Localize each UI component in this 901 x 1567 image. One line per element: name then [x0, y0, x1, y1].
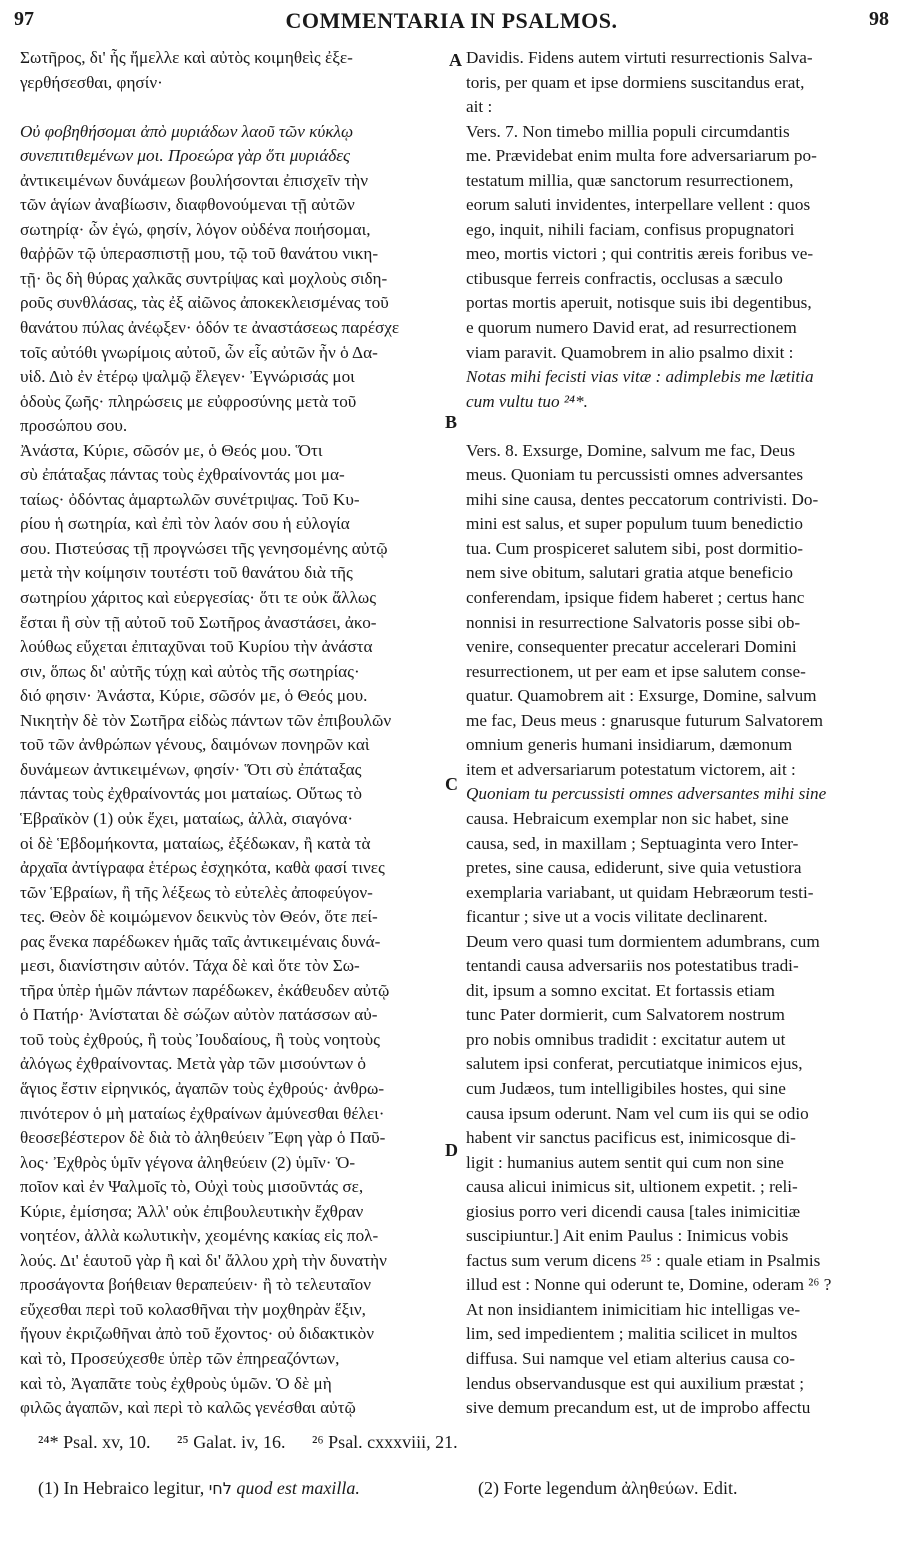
greek-text-line: διό φησιν· Ἀνάστα, Κύριε, σῶσόν με, ὁ Θεός μου. — [20, 686, 368, 706]
greek-text-line: Οὐ φοβηθήσομαι ἀπὸ μυριάδων λαοῦ τῶν κύκλῳ — [20, 121, 354, 141]
page-number-left: 97 — [14, 8, 34, 30]
greek-text-line: ἤγουν ἐκριζωθῆναι ἀπὸ τοῦ ἔχοντος· οὐ διδακτικὸν — [20, 1324, 375, 1344]
latin-text-line: cum vultu tuo ²⁴*. — [466, 391, 588, 411]
page-number-right: 98 — [869, 8, 889, 30]
latin-text-line: me fac, Deus meus : gnarusque futurum Salvatorem — [466, 710, 824, 730]
greek-text-line: θανάτου πύλας ἀνέῳξεν· ὁδόν τε ἀναστάσεως παρέσχε — [20, 318, 400, 338]
latin-text-line: viam paravit. Quamobrem in alio psalmo dixit : — [466, 342, 794, 362]
greek-text-line: καὶ τὸ, Προσεύχεσθε ὑπὲρ τῶν ἐπηρεαζόντων, — [20, 1348, 340, 1368]
greek-text-line: μεσι, διανίστησιν αὐτόν. Τάχα δὲ καὶ ὅτε τὸν Σω- — [20, 956, 360, 976]
greek-text-line: θαῤῥῶν τῷ ὑπερασπιστῇ μου, τῷ τοῦ θανάτου νικη- — [20, 244, 379, 264]
latin-text-line: causa. Hebraicum exemplar non sic habet, sine — [466, 808, 789, 828]
greek-text-line: υἱδ. Διὸ ἐν ἑτέρῳ ψαλμῷ ἔλεγεν· Ἐγνώρισάς μοι — [20, 367, 355, 387]
greek-text-line: ἅγιος ἔστιν εἰρηνικός, ἀγαπῶν τοὺς ἐχθρούς· ἀνθρω- — [20, 1078, 385, 1098]
greek-text-line: καὶ τὸ, Ἀγαπᾶτε τοὺς ἐχθροὺς ὑμῶν. Ὁ δὲ μὴ — [20, 1373, 332, 1393]
greek-text-line: ἀλόγως ἐχθραίνοντας. Μετὰ γὰρ τῶν μισούντων ὁ — [20, 1054, 367, 1074]
latin-text-line: eorum saluti invidentes, interpellare vellent : quos — [466, 195, 811, 215]
greek-text-line: ταίως· ὀδόντας ἁμαρτωλῶν συνέτριψας. Τοῦ Κυ- — [20, 489, 360, 509]
greek-text-line: λούς. Δι' ἑαυτοῦ γὰρ ἢ καὶ δι' ἄλλου χρὴ τὴν δυνατὴν — [20, 1250, 387, 1270]
scripture-references — [38, 1432, 480, 1453]
greek-text-line: τες. Θεὸν δὲ κοιμώμενον δεικνὺς τὸν Θεόν, ὅτε πεί- — [20, 907, 378, 927]
greek-text-line: σωτηρίᾳ· ὧν ἐγώ, φησίν, λόγον οὐδένα ποιήσομαι, — [20, 219, 371, 239]
greek-text-line: σου. Πιστεύσας τῇ προγνώσει τῆς γενησομένης αὐτῷ — [20, 538, 388, 558]
scripture-reference: ²⁴* Psal. xv, 10. — [38, 1432, 151, 1452]
greek-text-line: γερθήσεσθαι, φησίν· — [20, 72, 163, 92]
latin-text-line: tua. Cum prospiceret salutem sibi, post dormitio- — [466, 538, 804, 558]
latin-text-line: giosius porro veri dicendi causa [tales inimicitiæ — [466, 1201, 801, 1221]
greek-text-line: ροῦς συνθλάσας, τὰς ἐξ αἰῶνος ἀποκεκλεισμένας τοῦ — [20, 293, 389, 313]
latin-text-line: tentandi causa adversariis nos potestatibus tradi- — [466, 956, 799, 976]
latin-text-line: At non insidiantem inimicitiam hic intelligas ve- — [466, 1299, 801, 1319]
footnote-1-prefix: (1) In Hebraico legitur, — [38, 1478, 205, 1498]
latin-text-line: nem sive obitum, salutari gratia atque beneficio — [466, 563, 793, 583]
margin-marker-a: A — [449, 50, 462, 70]
latin-text-line: pro nobis omnibus tradidit : excitatur autem ut — [466, 1029, 786, 1049]
latin-text-line: ctibusque ferreis confractis, occlusas a sæculo — [466, 268, 783, 288]
latin-text-line: Vers. 7. Non timebo millia populi circumdantis — [466, 121, 790, 141]
footnote-2: (2) Forte legendum ἀληθεύων. Edit. — [478, 1478, 738, 1498]
greek-text-line: σωτηρίου χάριτος καὶ εὐεργεσίας· ὅτι τε οὐκ ἄλλως — [20, 588, 377, 608]
greek-text-line: ἔσται ἢ σὺν τῇ αὐτοῦ τοῦ Σωτῆρος ἀναστάσει, ἀκο- — [20, 612, 377, 632]
greek-text-line: προσώπου σου. — [20, 416, 128, 436]
greek-text-line: λος· Ἐχθρὸς ὑμῖν γέγονα ἀληθεύειν (2) ὑμῖν· Ὁ- — [20, 1152, 356, 1172]
running-title: COMMENTARIA IN PSALMOS. — [285, 8, 618, 33]
latin-text-line — [466, 414, 880, 439]
latin-text-line: meo, mortis victori ; qui contritis æreis foribus ve- — [466, 244, 814, 264]
greek-text-line: τοῦ τῶν ἀνθρώπων γένους, δαιμόνων πονηρῶν καὶ — [20, 735, 370, 755]
greek-text-line: σὺ ἐπάταξας πάντας τοὺς ἐχθραίνοντάς μοι μα- — [20, 465, 345, 485]
latin-text-line: me. Prævidebat enim multa fore adversariarum po- — [466, 146, 817, 166]
latin-text-line: Quoniam tu percussisti omnes adversantes mihi sine — [466, 784, 827, 804]
latin-text-line: pretes, sine causa, ediderunt, sive quia vetustiora — [466, 858, 802, 878]
latin-text-line: ligit : humanius autem sentit qui cum non sine — [466, 1152, 784, 1172]
greek-text-line: τῶν ἁγίων ἀναβίωσιν, διαφθονούμεναι τῇ αὐτῶν — [20, 195, 355, 215]
greek-text-line: ἀρχαῖα ἀντίγραφα ἑτέρως ἐσχηκότα, καθὰ φασί τινες — [20, 858, 385, 878]
latin-text-line: factus sum verum dicens ²⁵ : quale etiam in Psalmis — [466, 1250, 821, 1270]
scripture-reference: ²⁶ Psal. cxxxviii, 21. — [312, 1432, 458, 1452]
greek-text-line: Σωτῆρος, δι' ἧς ἤμελλε καὶ αὐτὸς κοιμηθεὶς ἐξε- — [20, 48, 353, 67]
greek-text-line: ὁδοὺς ζωῆς· πληρώσεις με εὐφροσύνης μετὰ τοῦ — [20, 391, 357, 411]
latin-text-line: testatum millia, quæ sanctorum resurrectionem, — [466, 170, 794, 190]
greek-text-line: τῶν Ἑβραίων, ἢ τῆς λέξεως τὸ εὐτελὲς ἀποφεύγον- — [20, 882, 373, 902]
latin-text-line: tunc Pater dormierit, cum Salvatorem nostrum — [466, 1005, 785, 1025]
greek-text-line: θεοσεβέστερον δὲ διὰ τὸ ἀληθεύειν Ἔφη γὰρ ὁ Παῦ- — [20, 1128, 386, 1148]
latin-text-line: suscipiuntur.] Ait enim Paulus : Inimicus vobis — [466, 1226, 789, 1246]
margin-marker-d: D — [445, 1140, 458, 1160]
latin-text-line: venire, consequenter precatur accelerari Domini — [466, 637, 797, 657]
latin-text-line: lim, sed impedientem ; malitia scilicet in multos — [466, 1324, 798, 1344]
hebrew-word: לחי — [208, 1479, 232, 1498]
greek-text-line: δυνάμεων ἀντικειμένων, φησίν· Ὅτι σὺ ἐπάταξας — [20, 759, 362, 779]
greek-text-line: ἀντικειμένων δυνάμεων βουλήσονται ἐπισχεῖν τὴν — [20, 170, 369, 190]
latin-text-line: lendus observandusque est qui auxilium præstat ; — [466, 1373, 804, 1393]
latin-text-line: habent vir sanctus pacificus est, inimicosque di- — [466, 1128, 796, 1148]
latin-text-line: toris, per quam et ipse dormiens suscitandus erat, — [466, 72, 805, 92]
latin-text-line: mini est salus, et super populum tuum benedictio — [466, 514, 804, 534]
latin-text-line: meus. Quoniam tu percussisti omnes adversantes — [466, 465, 804, 485]
greek-text-line: τῇ· ὃς δὴ θύρας χαλκᾶς συντρίψας καὶ μοχλοὺς σιδη- — [20, 268, 388, 288]
greek-text-line: μετὰ τὴν κοίμησιν τουτέστι τοῦ θανάτου διὰ τῆς — [20, 563, 353, 583]
latin-text-line: e quorum numero David erat, ad resurrectionem — [466, 318, 797, 338]
latin-text-line: portas mortis aperuit, notisque suis ibi degentibus, — [466, 293, 812, 313]
greek-text-line: ποῖον καὶ ἐν Ψαλμοῖς τὸ, Οὐχὶ τοὺς μισοῦντάς σε, — [20, 1177, 364, 1197]
latin-text-line: ait : — [466, 97, 493, 117]
footnote-1-suffix: quod est maxilla. — [236, 1478, 360, 1498]
latin-text-line: dit, ipsum a somno excitat. Et fortassis etiam — [466, 980, 775, 1000]
latin-text-line: Davidis. Fidens autem virtuti resurrectionis Salva- — [466, 48, 813, 67]
greek-text-line: ὁ Πατήρ· Ἀνίσταται δὲ σώζων αὐτὸν πατάσσων αὐ- — [20, 1005, 378, 1025]
latin-text-line: Notas mihi fecisti vias vitæ : adimplebis me lætitia — [466, 367, 814, 387]
greek-text-line: Ἀνάστα, Κύριε, σῶσόν με, ὁ Θεός μου. Ὅτι — [20, 440, 323, 460]
page-header — [14, 8, 889, 36]
greek-text-line: συνεπιτιθεμένων μοι. Προεώρα γὰρ ὅτι μυριάδες — [20, 146, 351, 166]
latin-text-line: diffusa. Sui namque vel etiam alterius causa co- — [466, 1348, 796, 1368]
latin-text-line: quatur. Quamobrem ait : Exsurge, Domine, salvum — [466, 686, 817, 706]
greek-text-line: Νικητὴν δὲ τὸν Σωτῆρα εἰδὼς πάντων τῶν ἐπιβουλῶν — [20, 710, 392, 730]
latin-text-line: cum Judæos, tum intelligibiles hostes, qui sine — [466, 1078, 786, 1098]
latin-text-line: ego, inquit, nihili faciam, confisus propugnatori — [466, 219, 795, 239]
latin-text-line: mihi sine causa, dentes peccatorum contrivisti. Do- — [466, 489, 819, 509]
latin-column — [466, 46, 880, 1421]
greek-text-line: πάντας τοὺς ἐχθραίνοντάς μοι ματαίως. Οὕτως τὸ — [20, 784, 362, 804]
greek-text-line: τοῦ τοὺς ἐχθρούς, ἢ τοὺς Ἰουδαίους, ἢ τοὺς νοητοὺς — [20, 1029, 380, 1049]
greek-text-line: οἱ δὲ Ἑβδομήκοντα, ματαίως, ἐξέδωκαν, ἢ κατὰ τὰ — [20, 833, 371, 853]
greek-text-line: Ἑβραϊκὸν (1) οὐκ ἔχει, ματαίως, ἀλλὰ, σιαγόνα· — [20, 808, 354, 828]
latin-text-line: item et adversariarum potestatum victorem, ait : — [466, 759, 796, 779]
greek-text-line: εὔχεσθαι περὶ τοῦ κολασθῆναι τὴν μοχθηρὰν ἕξιν, — [20, 1299, 366, 1319]
greek-text-line: φιλῶς ἀγαπῶν, καὶ περὶ τὸ καλῶς γενέσθαι αὐτῷ — [20, 1398, 356, 1418]
greek-text-line: σιν, ὅπως δι' αὐτῆς τύχῃ καὶ αὐτὸς τῆς σωτηρίας· — [20, 661, 360, 681]
latin-text-line: nonnisi in resurrectione Salvatoris posse sibi ob- — [466, 612, 801, 632]
latin-text-line: sive demum precandum est, ut de improbo affectu — [466, 1398, 811, 1418]
margin-marker-c: C — [445, 774, 458, 794]
latin-text-line: omnium generis humani insidiarum, dæmonum — [466, 735, 793, 755]
greek-text-line — [20, 95, 444, 120]
greek-text-line: προσάγοντα βοήθειαν θεραπεύειν· ἢ τὸ τελευταῖον — [20, 1275, 372, 1295]
greek-text-line: πινότερον ὁ μὴ ματαίως ἐχθραίνων ἀμύνεσθαι θέλει· — [20, 1103, 385, 1123]
scripture-reference: ²⁵ Galat. iv, 16. — [177, 1432, 286, 1452]
latin-text-line: causa alicui inimicus sit, ultionem expetit. ; reli- — [466, 1177, 798, 1197]
greek-text-line: τῆρα ὑπὲρ ἡμῶν πάντων παρέδωκεν, ἐκάθευδεν αὐτῷ — [20, 980, 390, 1000]
greek-column — [20, 46, 444, 1421]
latin-text-line: causa, sed, in maxillam ; Septuaginta vero Inter- — [466, 833, 799, 853]
latin-text-line: exemplaria variabant, ut quidam Hebræorum testi- — [466, 882, 814, 902]
greek-text-line: τοῖς αὐτόθι γνωρίμοις αὐτοῦ, ὧν εἷς αὐτῶν ἦν ὁ Δα- — [20, 342, 378, 362]
latin-text-line: resurrectionem, ut per eam et ipse salutem conse- — [466, 661, 806, 681]
margin-marker-b: B — [445, 412, 458, 432]
greek-text-line: ρας ἕνεκα παρέδωκεν ἡμᾶς ταῖς ἀντικειμέναις δυνά- — [20, 931, 381, 951]
latin-text-line: causa ipsum oderunt. Nam vel cum iis qui se odio — [466, 1103, 809, 1123]
greek-text-line: νοητέον, ἀλλὰ κωλυτικὴν, χεομένης κακίας εἰς πολ- — [20, 1226, 379, 1246]
latin-text-line: Vers. 8. Exsurge, Domine, salvum me fac, Deus — [466, 440, 796, 460]
latin-text-line: ficantur ; sive ut a vocis vilitate declinarent. — [466, 907, 768, 927]
latin-text-line: illud est : Nonne qui oderunt te, Domine, oderam ²⁶ ? — [466, 1275, 832, 1295]
latin-text-line: salutem ipsi conferat, percutiatque inimicos ejus, — [466, 1054, 803, 1074]
footnote-1 — [38, 1478, 360, 1499]
greek-text-line: Κύριε, ἐμίσησα; Ἀλλ' οὐκ ἐπιβουλευτικὴν ἔχθραν — [20, 1201, 364, 1221]
latin-text-line: conferendam, ipsique fidem haberet ; certus hanc — [466, 588, 805, 608]
latin-text-line: Deum vero quasi tum dormientem adumbrans, cum — [466, 931, 820, 951]
greek-text-line: λούθως εὔχεται ἐπιταχῦναι τοῦ Κυρίου τὴν ἀνάστα — [20, 637, 373, 657]
greek-text-line: ρίου ἡ σωτηρία, καὶ ἐπὶ τὸν λαόν σου ἡ εὐλογία — [20, 514, 350, 534]
